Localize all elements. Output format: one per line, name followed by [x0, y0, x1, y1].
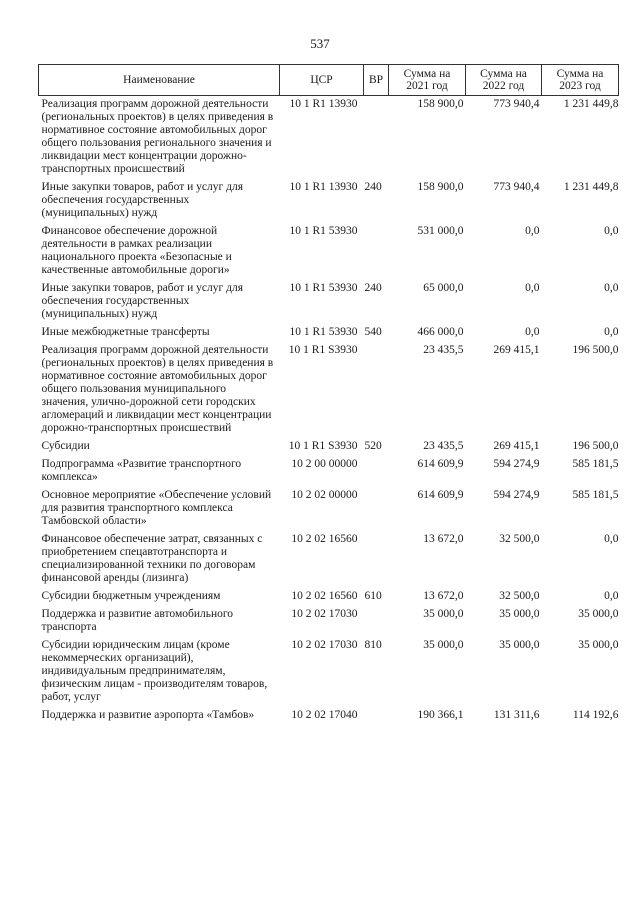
cell-name: Субсидии бюджетным учреждениям	[41, 590, 221, 602]
cell-sum-2021: 35 000,0	[423, 639, 464, 651]
cell-sum-2021: 35 000,0	[423, 608, 464, 620]
header-sum-2023: Сумма на 2023 год	[542, 65, 619, 96]
cell-name: Подпрограмма «Развитие транспортного комплекса»	[41, 458, 242, 483]
table-row	[39, 225, 619, 282]
cell-sum-2023: 585 181,5	[572, 458, 619, 470]
cell-csr: 10 1 R1 53930	[289, 326, 358, 338]
table-row	[39, 489, 619, 533]
cell-csr: 10 1 R1 53930	[289, 225, 358, 237]
cell-csr: 10 2 02 17030	[291, 608, 358, 620]
cell-sum-2022: 773 940,4	[493, 181, 540, 193]
cell-name: Иные межбюджетные трансферты	[41, 326, 210, 338]
cell-name: Основное мероприятие «Обеспечение условий для развития транспортного комплекса Тамбовской области»	[41, 489, 272, 527]
cell-vr	[364, 533, 389, 590]
cell-name: Финансовое обеспечение затрат, связанных с приобретением спецавтотранспорта и специализированной техники по договорам финансовой аренды (лизинга)	[41, 533, 263, 584]
cell-name: Финансовое обеспечение дорожной деятельности в рамках реализации национального проекта «Безопасные и качественные автомобильные дороги»	[41, 225, 232, 276]
cell-sum-2021: 614 609,9	[417, 489, 464, 501]
table-row	[39, 533, 619, 590]
cell-csr: 10 2 02 17040	[291, 709, 358, 721]
header-sum-2022: Сумма на 2022 год	[466, 65, 542, 96]
cell-vr	[364, 709, 389, 727]
cell-sum-2021: 23 435,5	[423, 344, 464, 356]
cell-sum-2021: 65 000,0	[423, 282, 464, 294]
cell-vr: 240	[364, 181, 382, 193]
cell-sum-2023: 196 500,0	[572, 440, 619, 452]
cell-sum-2022: 0,0	[525, 225, 540, 237]
cell-vr: 540	[364, 326, 382, 338]
table-row	[39, 96, 619, 182]
cell-sum-2022: 269 415,1	[493, 440, 540, 452]
cell-vr	[364, 458, 389, 489]
table-row	[39, 326, 619, 344]
cell-sum-2021: 614 609,9	[417, 458, 464, 470]
cell-vr: 240	[364, 282, 382, 294]
cell-sum-2022: 32 500,0	[499, 533, 540, 545]
cell-sum-2023: 0,0	[604, 225, 619, 237]
cell-sum-2021: 23 435,5	[423, 440, 464, 452]
cell-sum-2023: 196 500,0	[572, 344, 619, 356]
cell-csr: 10 2 02 16560	[291, 590, 358, 602]
cell-sum-2023: 0,0	[604, 590, 619, 602]
header-vr: ВР	[364, 65, 389, 96]
cell-sum-2021: 158 900,0	[417, 98, 464, 110]
page-number: 537	[310, 36, 330, 51]
cell-sum-2021: 158 900,0	[417, 181, 464, 193]
cell-csr: 10 2 02 00000	[291, 489, 358, 501]
cell-vr: 610	[364, 590, 382, 602]
cell-sum-2023: 0,0	[604, 326, 619, 338]
cell-vr: 520	[364, 440, 382, 452]
table-header	[39, 65, 619, 96]
table-row	[39, 709, 619, 727]
cell-csr: 10 1 R1 53930	[289, 282, 358, 294]
cell-name: Реализация программ дорожной деятельности (региональных проектов) в целях приведения в нормативное состояние автомобильных дорог общего пользования муниципального значения, улично-дорожной сети городских агломераций и ликвидации мест концентрации дорожно-транспортных происшествий	[41, 344, 274, 434]
cell-sum-2022: 773 940,4	[493, 98, 540, 110]
cell-csr: 10 1 R1 13930	[289, 98, 358, 110]
cell-sum-2022: 594 274,9	[493, 489, 540, 501]
cell-sum-2021: 466 000,0	[417, 326, 464, 338]
cell-name: Субсидии юридическим лицам (кроме некоммерческих организаций), индивидуальным предпринимателям, физическим лицам - производителям товаров, работ, услуг	[41, 639, 268, 703]
cell-sum-2022: 32 500,0	[499, 590, 540, 602]
cell-vr	[364, 344, 389, 440]
cell-sum-2023: 0,0	[604, 533, 619, 545]
table-row	[39, 282, 619, 326]
cell-sum-2023: 35 000,0	[578, 639, 619, 651]
cell-sum-2022: 131 311,6	[493, 709, 540, 721]
cell-csr: 10 1 R1 S3930	[288, 440, 358, 452]
cell-sum-2023: 1 231 449,8	[563, 181, 619, 193]
header-sum-2021: Сумма на 2021 год	[389, 65, 466, 96]
cell-sum-2021: 13 672,0	[423, 590, 464, 602]
table-row	[39, 344, 619, 440]
cell-sum-2023: 1 231 449,8	[563, 98, 619, 110]
table-row	[39, 608, 619, 639]
header-name: Наименование	[39, 65, 280, 96]
cell-vr	[364, 489, 389, 533]
cell-sum-2022: 269 415,1	[493, 344, 540, 356]
budget-table	[38, 64, 619, 727]
cell-name: Поддержка и развитие аэропорта «Тамбов»	[41, 709, 255, 721]
cell-vr	[364, 96, 389, 182]
cell-sum-2021: 13 672,0	[423, 533, 464, 545]
table-row	[39, 440, 619, 458]
cell-sum-2021: 531 000,0	[417, 225, 464, 237]
cell-vr	[364, 608, 389, 639]
table-body	[39, 96, 619, 728]
cell-vr: 810	[364, 639, 382, 651]
table-row	[39, 590, 619, 608]
cell-sum-2023: 35 000,0	[578, 608, 619, 620]
cell-sum-2023: 585 181,5	[572, 489, 619, 501]
cell-csr: 10 2 02 16560	[291, 533, 358, 545]
cell-name: Реализация программ дорожной деятельности (региональных проектов) в целях приведения в нормативное состояние автомобильных дорог общего пользования регионального значения и ликвидации мест концентрации дорожно-транспортных происшествий	[41, 98, 274, 175]
table-row	[39, 181, 619, 225]
header-csr: ЦСР	[280, 65, 364, 96]
cell-sum-2022: 0,0	[525, 282, 540, 294]
cell-vr	[364, 225, 389, 282]
cell-csr: 10 1 R1 S3930	[288, 344, 358, 356]
cell-sum-2022: 0,0	[525, 326, 540, 338]
cell-name: Поддержка и развитие автомобильного транспорта	[41, 608, 234, 633]
cell-name: Иные закупки товаров, работ и услуг для обеспечения государственных (муниципальных) нужд	[41, 282, 243, 320]
cell-sum-2022: 594 274,9	[493, 458, 540, 470]
cell-sum-2023: 114 192,6	[572, 709, 619, 721]
cell-sum-2021: 190 366,1	[417, 709, 464, 721]
table-row	[39, 458, 619, 489]
cell-csr: 10 2 02 17030	[291, 639, 358, 651]
cell-sum-2022: 35 000,0	[499, 608, 540, 620]
cell-name: Субсидии	[41, 440, 90, 452]
cell-name: Иные закупки товаров, работ и услуг для обеспечения государственных (муниципальных) нужд	[41, 181, 243, 219]
cell-csr: 10 2 00 00000	[291, 458, 358, 470]
table-row	[39, 639, 619, 709]
cell-csr: 10 1 R1 13930	[289, 181, 358, 193]
cell-sum-2023: 0,0	[604, 282, 619, 294]
cell-sum-2022: 35 000,0	[499, 639, 540, 651]
